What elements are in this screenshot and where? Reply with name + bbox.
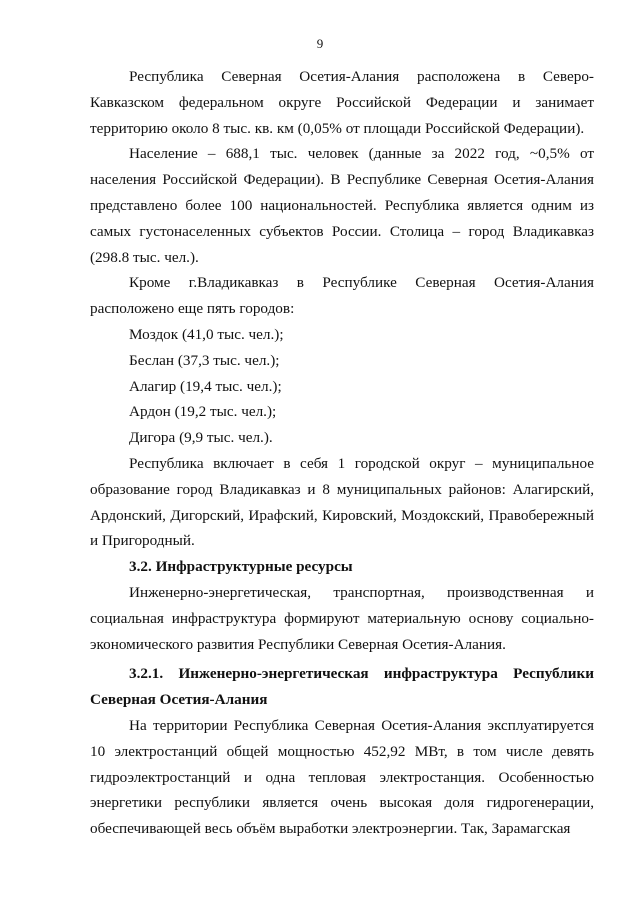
paragraph-infrastructure: Инженерно-энергетическая, транспортная, производственная и социальная инфраструктура формируют материальную основу социально-экономического развития Республики Северная Осетия-Алания. <box>90 583 594 653</box>
page-number: 9 <box>316 36 324 51</box>
city-item-ardon: Ардон (19,2 тыс. чел.); <box>129 403 277 421</box>
page-content <box>90 64 594 842</box>
city-item-beslan: Беслан (37,3 тыс. чел.); <box>129 351 280 369</box>
paragraph-municipal: Республика включает в себя 1 городской округ – муниципальное образование город Владикавказ и 8 муниципальных районов: Алагирский, Ардонский, Дигорский, Ирафский, Кировский, Моздокский, Правобережный и Пригородный. <box>90 454 594 550</box>
city-item-alagir: Алагир (19,4 тыс. чел.); <box>129 377 282 395</box>
paragraph-location: Республика Северная Осетия-Алания расположена в Северо-Кавказском федеральном округе Российской Федерации и занимает территорию около 8 тыс. кв. км (0,05% от площади Российской Федерации). <box>90 68 594 137</box>
paragraph-population: Население – 688,1 тыс. человек (данные за 2022 год, ~0,5% от населения Российской Федерации). В Республике Северная Осетия-Алания представлено более 100 национальностей. Республика является одним из самых густонаселенных субъектов России. Столица – город Владикавказ (298.8 тыс. чел.). <box>90 145 594 266</box>
paragraph-energy: На территории Республика Северная Осетия-Алания эксплуатируется 10 электростанций общей мощностью 452,92 МВт, в том числе девять гидроэлектростанций и одна тепловая электростанция. Особенностью энергетики республики является очень высокая доля гидрогенерации, обеспечивающей весь объём выработки электроэнергии. Так, Зарамагская <box>90 716 594 838</box>
paragraph-cities-intro: Кроме г.Владикавказ в Республике Северная Осетия-Алания расположено еще пять городов: <box>90 274 594 318</box>
section-heading-3-2-1: 3.2.1. Инженерно-энергетическая инфраструктура Республики Северная Осетия-Алания <box>90 665 594 709</box>
city-item-mozdok: Моздок (41,0 тыс. чел.); <box>129 325 284 343</box>
city-item-digora: Дигора (9,9 тыс. чел.). <box>129 429 273 447</box>
section-heading-3-2: 3.2. Инфраструктурные ресурсы <box>129 558 353 576</box>
